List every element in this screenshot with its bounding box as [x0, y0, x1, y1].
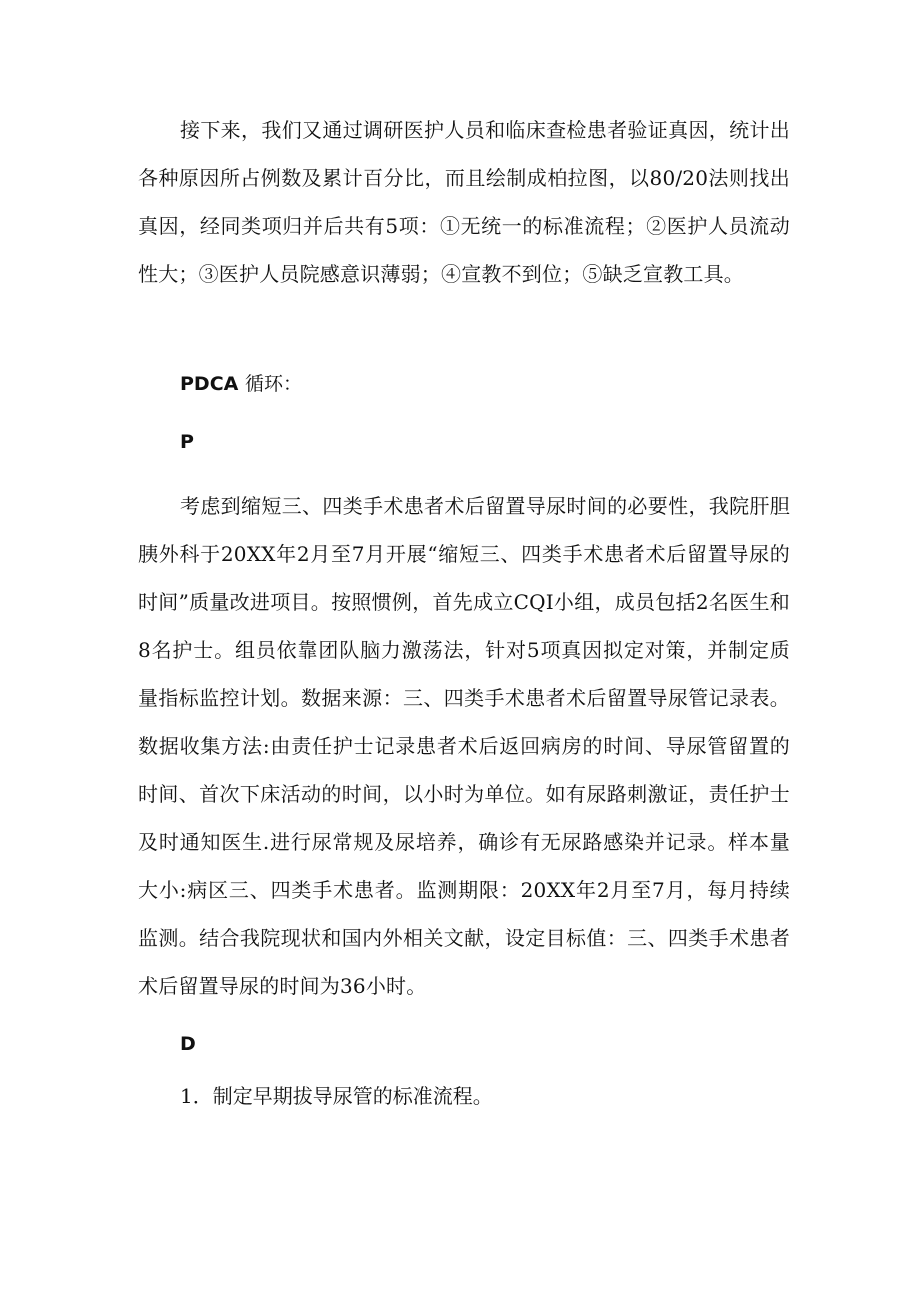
d-heading: D	[180, 1033, 196, 1055]
p-heading: P	[180, 431, 194, 453]
paragraph-root-cause: 接下来，我们又通过调研医护人员和临床查检患者验证真因，统计出各种原因所占例数及累计百分比，而且绘制成柏拉图，以80/20法则找出真因，经同类项归并后共有5项：①无统一的标准流程；②医护人员流动性大；③医护人员院感意识薄弱；④宣教不到位；⑤缺乏宣教工具。	[138, 118, 790, 286]
pdca-heading-en: PDCA	[180, 373, 239, 395]
paragraph-plan: 考虑到缩短三、四类手术患者术后留置导尿时间的必要性，我院肝胆胰外科于20XX年2月至7月开展“缩短三、四类手术患者术后留置导尿的时间”质量改进项目。按照惯例，首先成立CQI小组，成员包括2名医生和8名护士。组员依靠团队脑力激荡法，针对5项真因拟定对策，并制定质量指标监控计划。数据来源：三、四类手术患者术后留置导尿管记录表。数据收集方法:由责任护士记录患者术后返回病房的时间、导尿管留置的时间、首次下床活动的时间，以小时为单位。如有尿路刺激证，责任护士及时通知医生.进行尿常规及尿培养，确诊有无尿路感染并记录。样本量大小:病区三、四类手术患者。监测期限：20XX年2月至7月，每月持续监测。结合我院现状和国内外相关文献，设定目标值：三、四类手术患者术后留置导尿的时间为36小时。	[138, 494, 790, 998]
pdca-heading	[180, 370, 302, 398]
pdca-heading-zh: 循环：	[244, 373, 302, 395]
d-list-item-1: 1．制定早期拔导尿管的标准流程。	[180, 1084, 493, 1108]
